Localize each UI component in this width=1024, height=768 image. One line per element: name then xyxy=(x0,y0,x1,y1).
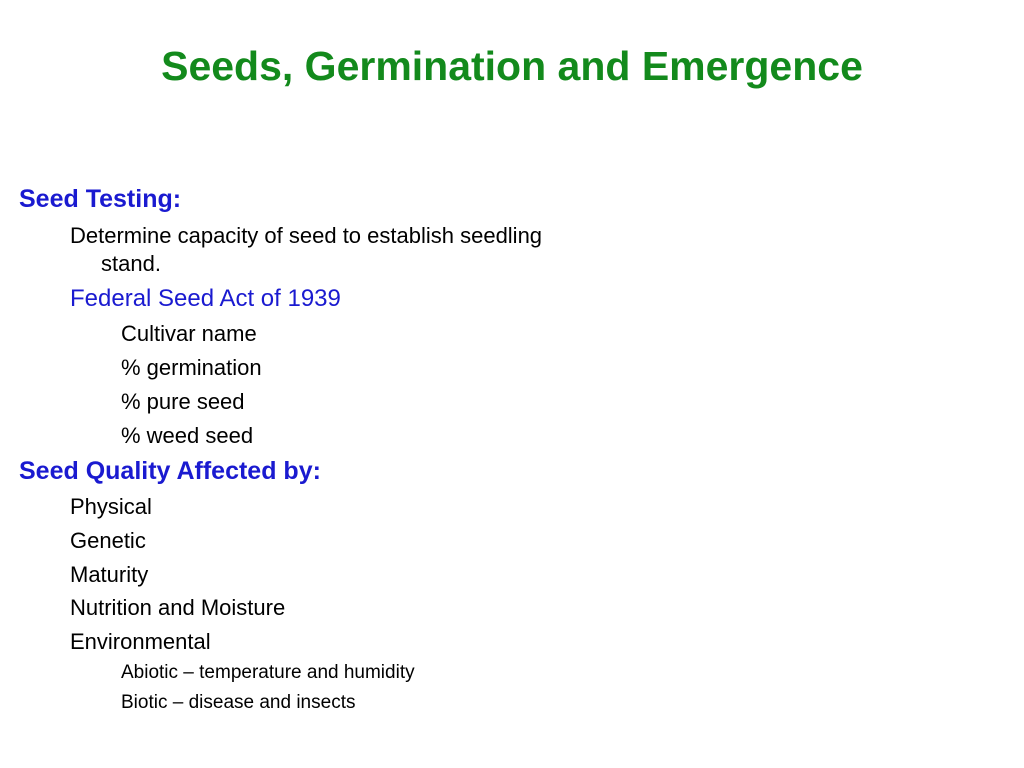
act-item-pure-seed: % pure seed xyxy=(121,389,245,414)
act-item-germination: % germination xyxy=(121,355,262,380)
factor-nutrition-moisture: Nutrition and Moisture xyxy=(70,595,286,620)
factor-maturity: Maturity xyxy=(70,562,149,587)
seed-testing-description: Determine capacity of seed to establish seedling stand. xyxy=(70,223,543,276)
seed-quality-heading: Seed Quality Affected by: xyxy=(19,457,321,485)
act-item-cultivar-name: Cultivar name xyxy=(121,321,257,346)
environmental-item-biotic: Biotic – disease and insects xyxy=(121,692,356,713)
factor-genetic: Genetic xyxy=(70,528,146,553)
slide-title: Seeds, Germination and Emergence xyxy=(161,43,863,89)
environmental-item-abiotic: Abiotic – temperature and humidity xyxy=(121,662,415,683)
factor-environmental: Environmental xyxy=(70,629,211,654)
seed-testing-heading: Seed Testing: xyxy=(19,185,182,213)
act-item-weed-seed: % weed seed xyxy=(121,423,254,448)
factor-physical: Physical xyxy=(70,494,152,519)
federal-seed-act-label: Federal Seed Act of 1939 xyxy=(70,285,341,312)
